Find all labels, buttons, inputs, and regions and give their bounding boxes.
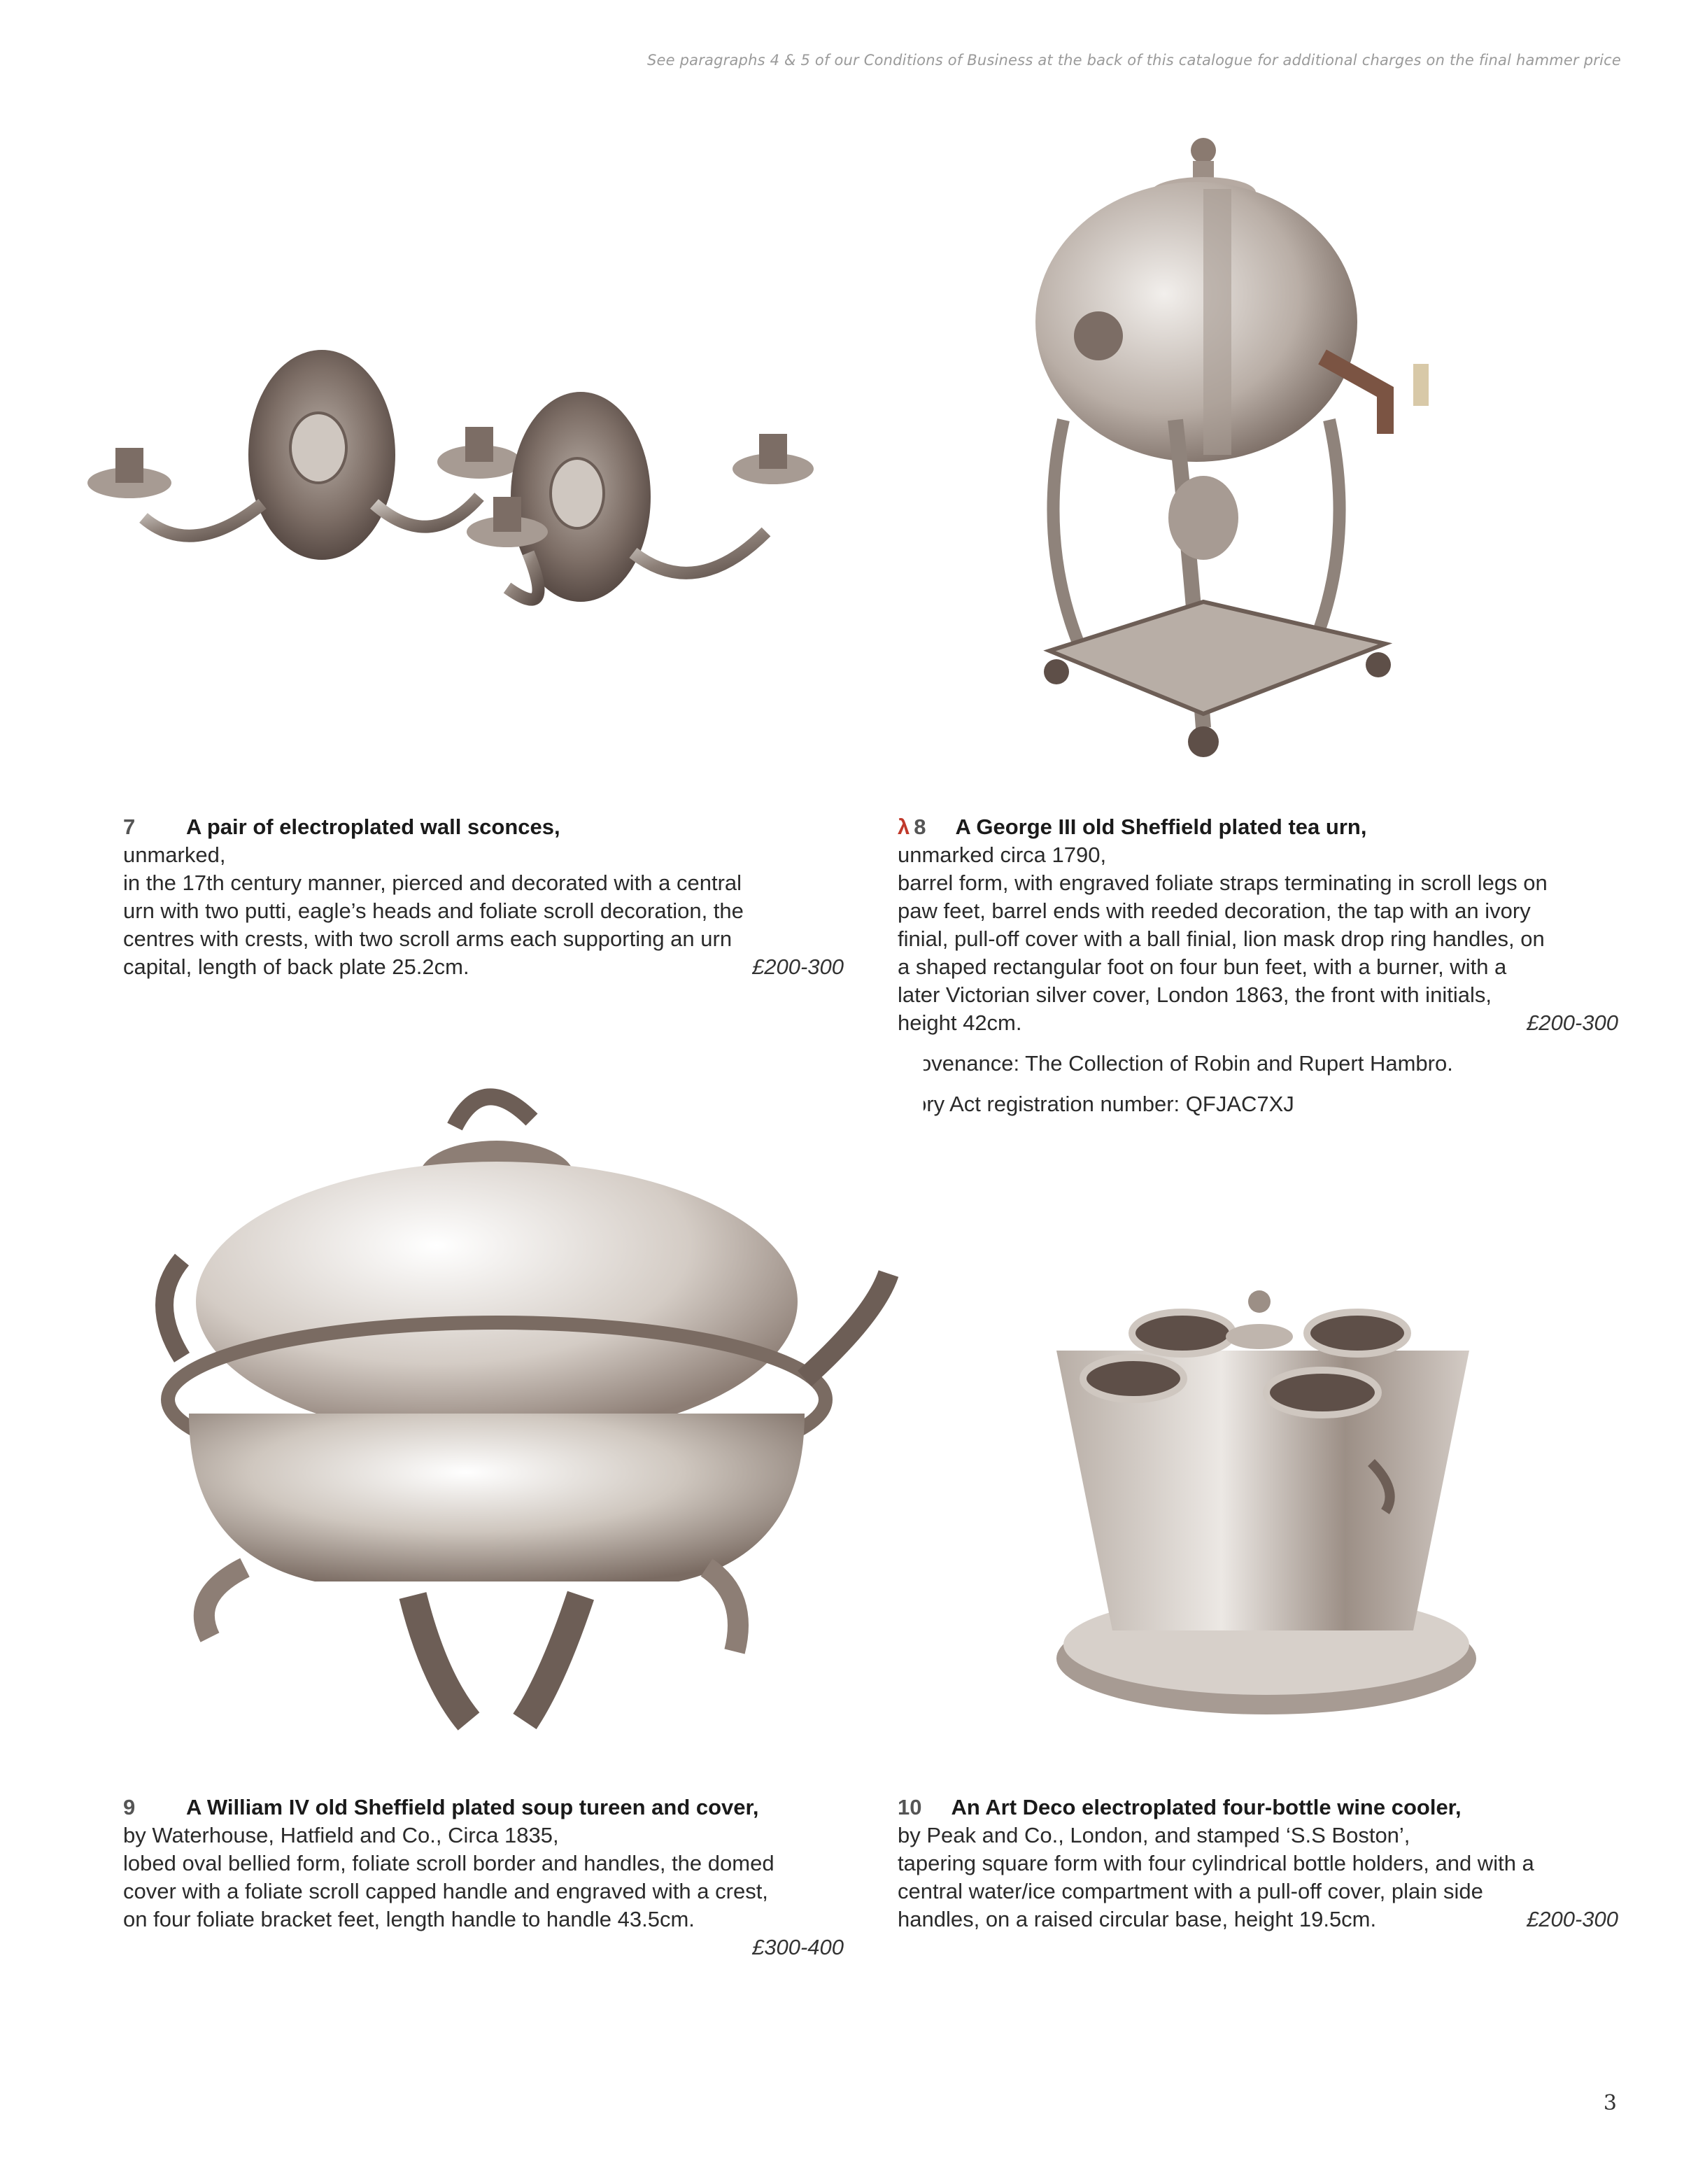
lot-description-last-line <box>898 1905 1618 1933</box>
lot-7-title-line <box>123 813 844 841</box>
lot-description-line: a shaped rectangular foot on four bun feet, with a burner, with a <box>898 954 1507 979</box>
lot-estimate: £200-300 <box>751 954 844 979</box>
lot-description-line: cover with a foliate scroll capped handle and engraved with a crest, <box>123 1879 768 1903</box>
page-number: 3 <box>1603 2091 1617 2115</box>
lot-8 <box>898 813 1618 1118</box>
lot-title: A George III old Sheffield plated tea urn, <box>955 815 1367 839</box>
lot-description-line: capital, length of back plate 25.2cm. <box>123 954 469 979</box>
lot-ivory-act: Ivory Act registration number: QFJAC7XJ <box>898 1092 1294 1116</box>
lot-description-line: in the 17th century manner, pierced and decorated with a central <box>123 871 742 895</box>
lot-10 <box>898 1794 1618 1933</box>
lot-description-last-line <box>123 953 844 981</box>
lot-description-line: urn with two putti, eagle’s heads and foliate scroll decoration, the <box>123 899 744 923</box>
lot-maker: unmarked circa 1790, <box>898 843 1107 867</box>
lot-description-line: central water/ice compartment with a pull-off cover, plain side <box>898 1879 1483 1903</box>
lot-8-title-line <box>898 813 1618 841</box>
conditions-note: See paragraphs 4 & 5 of our Conditions of Business at the back of this catalogue for additional charges on the final hammer price <box>646 52 1621 69</box>
lot-number: 9 <box>123 1795 136 1819</box>
lot-number: 8 <box>914 815 926 839</box>
lot-number: 7 <box>123 815 136 839</box>
lot-maker: unmarked, <box>123 843 226 867</box>
lot-description-line: barrel form, with engraved foliate straps terminating in scroll legs on <box>898 871 1548 895</box>
tea-urn-photo <box>993 126 1434 770</box>
lot-description-line: tapering square form with four cylindrical bottle holders, and with a <box>898 1851 1534 1875</box>
lot-estimate-line <box>123 1933 844 1961</box>
lot-description-line: handles, on a raised circular base, height 19.5cm. <box>898 1907 1377 1931</box>
lot-description-last-line <box>898 1009 1618 1037</box>
lot-description-line: height 42cm. <box>898 1010 1022 1035</box>
lot-estimate: £200-300 <box>1526 1907 1618 1931</box>
lot-number: 10 <box>898 1795 922 1819</box>
lot-description-line: finial, pull-off cover with a ball finial, lion mask drop ring handles, on <box>898 927 1545 951</box>
lot-estimate: £300-400 <box>751 1935 844 1959</box>
lot-title: A pair of electroplated wall sconces, <box>186 815 560 839</box>
lot-title: A William IV old Sheffield plated soup tureen and cover, <box>186 1795 759 1819</box>
ivory-symbol: λ <box>898 815 910 839</box>
lot-title: An Art Deco electroplated four-bottle wine cooler, <box>951 1795 1462 1819</box>
lot-description-line: paw feet, barrel ends with reeded decoration, the tap with an ivory <box>898 899 1531 923</box>
lot-9 <box>123 1794 844 1961</box>
lot-10-title-line <box>898 1794 1618 1822</box>
lot-description-line: lobed oval bellied form, foliate scroll border and handles, the domed <box>123 1851 774 1875</box>
wall-sconces-photo <box>66 322 843 630</box>
lot-7 <box>123 813 844 981</box>
lot-maker: by Peak and Co., London, and stamped ‘S.S Boston’, <box>898 1823 1410 1847</box>
lot-maker: by Waterhouse, Hatfield and Co., Circa 1835, <box>123 1823 559 1847</box>
lot-description-line: on four foliate bracket feet, length handle to handle 43.5cm. <box>123 1907 695 1931</box>
soup-tureen-photo <box>105 1050 924 1763</box>
lot-estimate: £200-300 <box>1526 1010 1618 1035</box>
wine-cooler-photo <box>1035 1281 1483 1735</box>
lot-description-line: later Victorian silver cover, London 1863, the front with initials, <box>898 982 1492 1007</box>
lot-description-line: centres with crests, with two scroll arms each supporting an urn <box>123 927 733 951</box>
lot-provenance: Provenance: The Collection of Robin and Rupert Hambro. <box>898 1051 1453 1076</box>
lot-9-title-line <box>123 1794 844 1822</box>
